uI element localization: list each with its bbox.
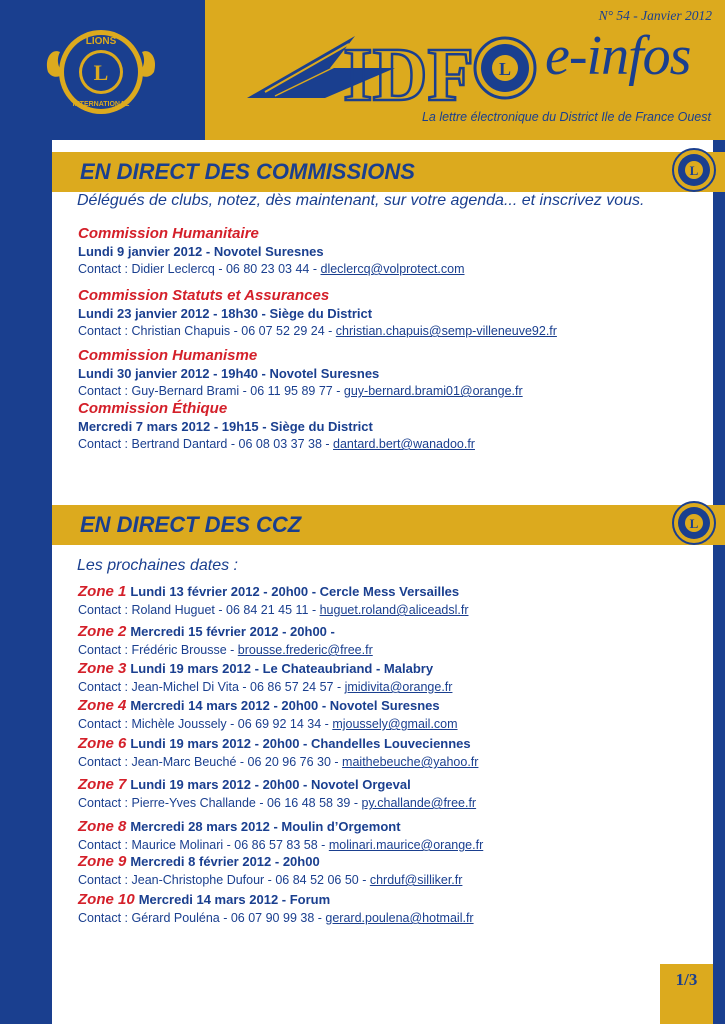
ccz-banner bbox=[52, 505, 725, 545]
email-link[interactable]: dleclercq@volprotect.com bbox=[320, 262, 465, 276]
email-link[interactable]: brousse.frederic@free.fr bbox=[237, 643, 373, 657]
commission-name: Commission Statuts et Assurances bbox=[78, 287, 330, 304]
email-link[interactable]: molinari.maurice@orange.fr bbox=[328, 838, 484, 852]
email-link[interactable]: py.challande@free.fr bbox=[361, 796, 477, 810]
tagline: La lettre électronique du District Ile de France Ouest bbox=[421, 110, 711, 124]
commission-entry bbox=[78, 287, 718, 340]
email-link[interactable]: chrduf@silliker.fr bbox=[369, 873, 463, 887]
contact-text: Contact : Guy-Bernard Brami - 06 11 95 89 77 - bbox=[78, 384, 344, 398]
contact-text: Contact : Bertrand Dantard - 06 08 03 37 38 - bbox=[78, 437, 334, 451]
svg-text:L: L bbox=[689, 516, 699, 531]
commission-contact bbox=[78, 382, 718, 400]
zone-date: Mercredi 28 mars 2012 - Moulin d’Orgemont bbox=[130, 819, 401, 834]
zone-label: Zone 9 bbox=[78, 853, 127, 870]
zone-label: Zone 3 bbox=[78, 660, 127, 677]
svg-text:LIONS: LIONS bbox=[85, 36, 117, 47]
lions-seal-icon bbox=[669, 500, 719, 546]
zone-date: Mercredi 14 mars 2012 - 20h00 - Novotel Suresnes bbox=[130, 698, 440, 713]
contact-text: Contact : Frédéric Brousse - bbox=[78, 643, 238, 657]
contact-text: Contact : Pierre-Yves Challande - 06 16 48 58 39 - bbox=[78, 796, 362, 810]
commission-name: Commission Éthique bbox=[78, 400, 228, 417]
ccz-title: EN DIRECT DES CCZ bbox=[80, 512, 302, 537]
zone-label: Zone 10 bbox=[78, 891, 135, 908]
commission-name: Commission Humanitaire bbox=[78, 225, 259, 242]
idf-brand-logo bbox=[245, 26, 545, 108]
ccz-intro: Les prochaines dates : bbox=[77, 557, 238, 574]
email-link[interactable]: guy-bernard.brami01@orange.fr bbox=[343, 384, 523, 398]
contact-text: Contact : Jean-Michel Di Vita - 06 86 57 24 57 - bbox=[78, 680, 345, 694]
zone-entry bbox=[78, 852, 718, 889]
issue-number: N° 54 - Janvier 2012 bbox=[598, 8, 712, 23]
commission-date: Mercredi 7 mars 2012 - 19h15 - Siège du District bbox=[78, 419, 373, 434]
zone-contact bbox=[78, 715, 718, 733]
email-link[interactable]: huguet.roland@aliceadsl.fr bbox=[319, 603, 469, 617]
contact-text: Contact : Michèle Joussely - 06 69 92 14 34 - bbox=[78, 717, 333, 731]
commission-entry bbox=[78, 400, 718, 453]
email-link[interactable]: jmidivita@orange.fr bbox=[344, 680, 453, 694]
commission-date: Lundi 9 janvier 2012 - Novotel Suresnes bbox=[78, 244, 324, 259]
zone-contact bbox=[78, 794, 718, 812]
zone-entry bbox=[78, 659, 718, 696]
email-link[interactable]: christian.chapuis@semp-villeneuve92.fr bbox=[335, 324, 557, 338]
commission-contact bbox=[78, 260, 718, 278]
zone-date: Lundi 19 mars 2012 - Le Chateaubriand - Malabry bbox=[130, 661, 434, 676]
commissions-title: EN DIRECT DES COMMISSIONS bbox=[80, 159, 415, 184]
commissions-intro: Délégués de clubs, notez, dès maintenant, sur votre agenda... et inscrivez vous. bbox=[77, 192, 645, 209]
page-number-badge bbox=[660, 964, 713, 1024]
zone-entry bbox=[78, 890, 718, 927]
contact-text: Contact : Gérard Pouléna - 06 07 90 99 38 - bbox=[78, 911, 326, 925]
contact-text: Contact : Jean-Marc Beuché - 06 20 96 76 30 - bbox=[78, 755, 343, 769]
contact-text: Contact : Christian Chapuis - 06 07 52 29 24 - bbox=[78, 324, 336, 338]
zone-date: Mercredi 15 février 2012 - 20h00 - bbox=[130, 624, 335, 639]
commission-date: Lundi 23 janvier 2012 - 18h30 - Siège du District bbox=[78, 306, 373, 321]
contact-text: Contact : Jean-Christophe Dufour - 06 84 52 06 50 - bbox=[78, 873, 370, 887]
email-link[interactable]: mjoussely@gmail.com bbox=[332, 717, 458, 731]
commission-entry bbox=[78, 225, 718, 278]
zone-contact bbox=[78, 909, 718, 927]
zone-entry bbox=[78, 696, 718, 733]
email-link[interactable]: dantard.bert@wanadoo.fr bbox=[333, 437, 475, 451]
svg-text:L: L bbox=[689, 163, 699, 178]
zone-contact bbox=[78, 641, 718, 659]
zone-contact bbox=[78, 753, 718, 771]
zone-label: Zone 7 bbox=[78, 776, 127, 793]
lions-logo-icon bbox=[42, 22, 160, 122]
email-link[interactable]: gerard.poulena@hotmail.fr bbox=[325, 911, 474, 925]
zone-contact bbox=[78, 678, 718, 696]
contact-text: Contact : Maurice Molinari - 06 86 57 83 58 - bbox=[78, 838, 329, 852]
zone-label: Zone 4 bbox=[78, 697, 127, 714]
zone-date: Lundi 13 février 2012 - 20h00 - Cercle Mess Versailles bbox=[130, 584, 460, 599]
einfos-title: e-infos bbox=[545, 25, 691, 87]
contact-text: Contact : Roland Huguet - 06 84 21 45 11 - bbox=[78, 603, 320, 617]
zone-contact bbox=[78, 871, 718, 889]
lions-seal-icon bbox=[669, 147, 719, 193]
zone-entry bbox=[78, 817, 718, 854]
commission-date: Lundi 30 janvier 2012 - 19h40 - Novotel Suresnes bbox=[78, 366, 380, 381]
left-sidebar-bar bbox=[0, 0, 52, 1024]
zone-entry bbox=[78, 622, 718, 659]
commission-contact bbox=[78, 435, 718, 453]
contact-text: Contact : Didier Leclercq - 06 80 23 03 44 - bbox=[78, 262, 321, 276]
svg-text:INTERNATIONAL: INTERNATIONAL bbox=[72, 101, 130, 108]
svg-text:IDF: IDF bbox=[343, 33, 474, 108]
zone-label: Zone 8 bbox=[78, 818, 127, 835]
email-link[interactable]: maithebeuche@yahoo.fr bbox=[342, 755, 479, 769]
svg-text:L: L bbox=[93, 60, 109, 85]
commission-contact bbox=[78, 322, 718, 340]
svg-text:L: L bbox=[498, 59, 512, 79]
commission-name: Commission Humanisme bbox=[78, 347, 258, 364]
zone-label: Zone 6 bbox=[78, 735, 127, 752]
header bbox=[0, 0, 725, 140]
zone-date: Mercredi 8 février 2012 - 20h00 bbox=[130, 854, 320, 869]
page-number: 1/3 bbox=[675, 970, 698, 989]
commission-entry bbox=[78, 347, 718, 400]
zone-entry bbox=[78, 582, 718, 619]
zone-date: Lundi 19 mars 2012 - 20h00 - Chandelles Louveciennes bbox=[130, 736, 471, 751]
zone-entry bbox=[78, 775, 718, 812]
zone-date: Mercredi 14 mars 2012 - Forum bbox=[138, 892, 331, 907]
zone-label: Zone 2 bbox=[78, 623, 127, 640]
zone-date: Lundi 19 mars 2012 - 20h00 - Novotel Orgeval bbox=[130, 777, 411, 792]
commissions-banner bbox=[52, 152, 725, 192]
zone-contact bbox=[78, 601, 718, 619]
zone-entry bbox=[78, 734, 718, 771]
zone-label: Zone 1 bbox=[78, 583, 127, 600]
